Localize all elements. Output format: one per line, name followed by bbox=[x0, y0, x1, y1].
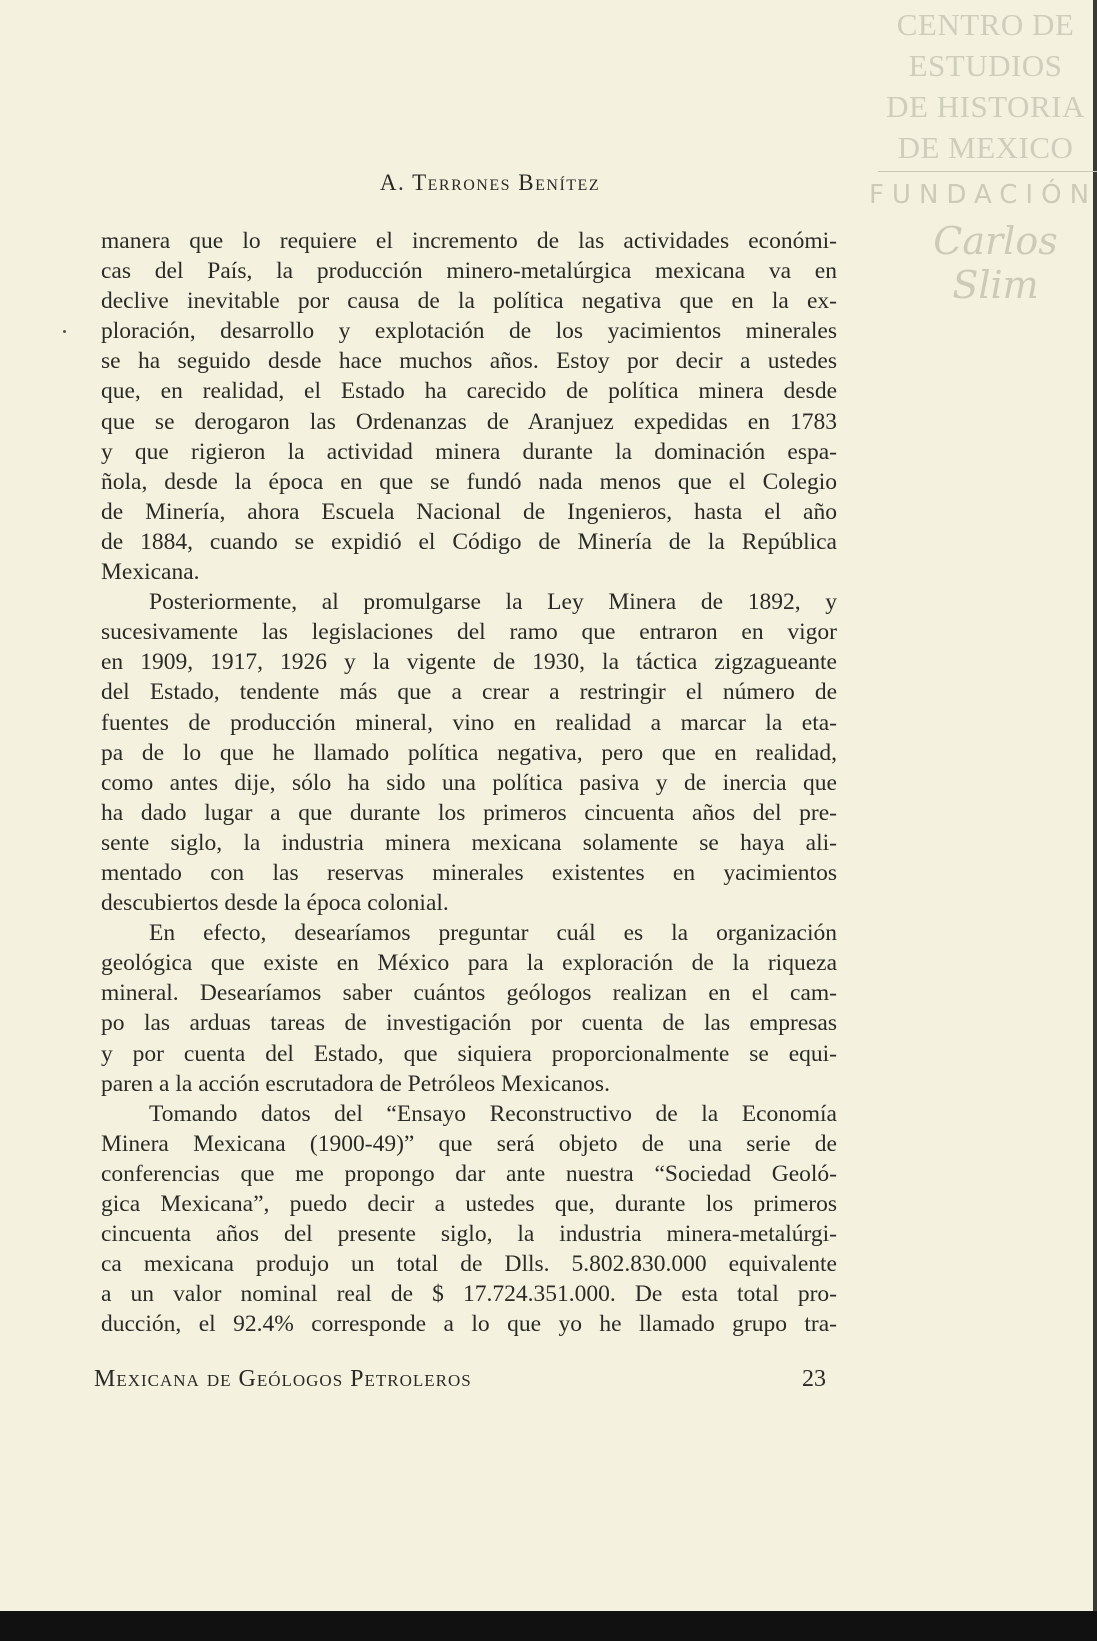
footer-journal-title: Mexicana de Geólogos Petroleros bbox=[94, 1366, 472, 1392]
text-line: y que rigieron la actividad minera durante la dominación espa- bbox=[101, 438, 837, 465]
watermark-line: DE MEXICO bbox=[897, 130, 1074, 165]
text-line: que se derogaron las Ordenanzas de Aranjuez expedidas en 1783 bbox=[101, 408, 837, 435]
text-line: pa de lo que he llamado política negativa, pero que en realidad, bbox=[101, 739, 837, 766]
text-line: y por cuenta del Estado, que siquiera proporcionalmente se equi- bbox=[101, 1040, 837, 1067]
text-line: ducción, el 92.4% corresponde a lo que yo he llamado grupo tra- bbox=[101, 1311, 837, 1338]
text-line: ploración, desarrollo y explotación de los yacimientos minerales bbox=[101, 318, 837, 345]
running-head: A. Terrones Benítez bbox=[379, 170, 601, 195]
body-text bbox=[101, 226, 837, 1339]
watermark-line: DE HISTORIA bbox=[886, 89, 1085, 124]
text-line: paren a la acción escrutadora de Petróleos Mexicanos. bbox=[101, 1070, 610, 1097]
text-line: en 1909, 1917, 1926 y la vigente de 1930, la táctica zigzagueante bbox=[101, 649, 837, 676]
text-line: fuentes de producción mineral, vino en realidad a marcar la eta- bbox=[101, 709, 837, 736]
text-line: declive inevitable por causa de la política negativa que en la ex- bbox=[101, 288, 837, 315]
text-line: Mexicana. bbox=[101, 559, 200, 586]
watermark-signature: Carlos Slim bbox=[933, 219, 1058, 307]
text-line: de Minería, ahora Escuela Nacional de Ingenieros, hasta el año bbox=[101, 498, 837, 525]
scan-border bbox=[0, 1611, 1097, 1641]
text-line: manera que lo requiere el incremento de las actividades económi- bbox=[101, 228, 837, 254]
text-line: que, en realidad, el Estado ha carecido de política minera desde bbox=[101, 378, 837, 405]
text-line: sente siglo, la industria minera mexicana solamente se haya ali- bbox=[101, 829, 837, 856]
watermark-logo bbox=[868, 4, 1097, 307]
text-line: ca mexicana produjo un total de Dlls. 5.802.830.000 equivalente bbox=[101, 1251, 837, 1278]
watermark-line: CENTRO DE bbox=[896, 7, 1075, 42]
text-line: se ha seguido desde hace muchos años. Estoy por decir a ustedes bbox=[101, 348, 837, 375]
text-line: mentado con las reservas minerales existentes en yacimientos bbox=[101, 859, 837, 886]
text-line: Tomando datos del “Ensayo Reconstructivo de la Economía bbox=[149, 1100, 837, 1127]
text-line: En efecto, desearíamos preguntar cuál es la organización bbox=[149, 920, 837, 947]
text-line: de 1884, cuando se expidió el Código de Minería de la República bbox=[101, 528, 837, 555]
watermark-foundation: FUNDACIÓN bbox=[868, 180, 1097, 210]
text-line: ha dado lugar a que durante los primeros cincuenta años del pre- bbox=[101, 799, 837, 826]
page-number: 23 bbox=[802, 1366, 826, 1392]
text-line: Posteriormente, al promulgarse la Ley Minera de 1892, y bbox=[149, 589, 837, 616]
text-line: del Estado, tendente más que a crear a restringir el número de bbox=[101, 679, 837, 706]
text-line: Minera Mexicana (1900-49)” que será objeto de una serie de bbox=[101, 1130, 837, 1157]
text-line: mineral. Desearíamos saber cuántos geólogos realizan en el cam- bbox=[101, 980, 837, 1007]
scan-edge bbox=[1093, 0, 1097, 1641]
text-line: descubiertos desde la época colonial. bbox=[101, 890, 449, 917]
text-line: sucesivamente las legislaciones del ramo que entraron en vigor bbox=[101, 619, 837, 646]
text-line: cincuenta años del presente siglo, la industria minera-metalúrgi- bbox=[101, 1221, 837, 1248]
text-line: conferencias que me propongo dar ante nuestra “Sociedad Geoló- bbox=[101, 1160, 837, 1187]
margin-mark bbox=[63, 330, 66, 333]
text-line: gica Mexicana”, puedo decir a ustedes que, durante los primeros bbox=[101, 1191, 837, 1217]
text-line: ñola, desde la época en que se fundó nada menos que el Colegio bbox=[101, 468, 837, 495]
text-line: geológica que existe en México para la exploración de la riqueza bbox=[101, 950, 837, 977]
text-line: po las arduas tareas de investigación por cuenta de las empresas bbox=[101, 1010, 837, 1037]
text-line: cas del País, la producción minero-metalúrgica mexicana va en bbox=[101, 258, 837, 285]
text-line: como antes dije, sólo ha sido una política pasiva y de inercia que bbox=[101, 769, 837, 796]
text-line: a un valor nominal real de $ 17.724.351.000. De esta total pro- bbox=[101, 1281, 837, 1308]
watermark-line: ESTUDIOS bbox=[908, 48, 1063, 83]
